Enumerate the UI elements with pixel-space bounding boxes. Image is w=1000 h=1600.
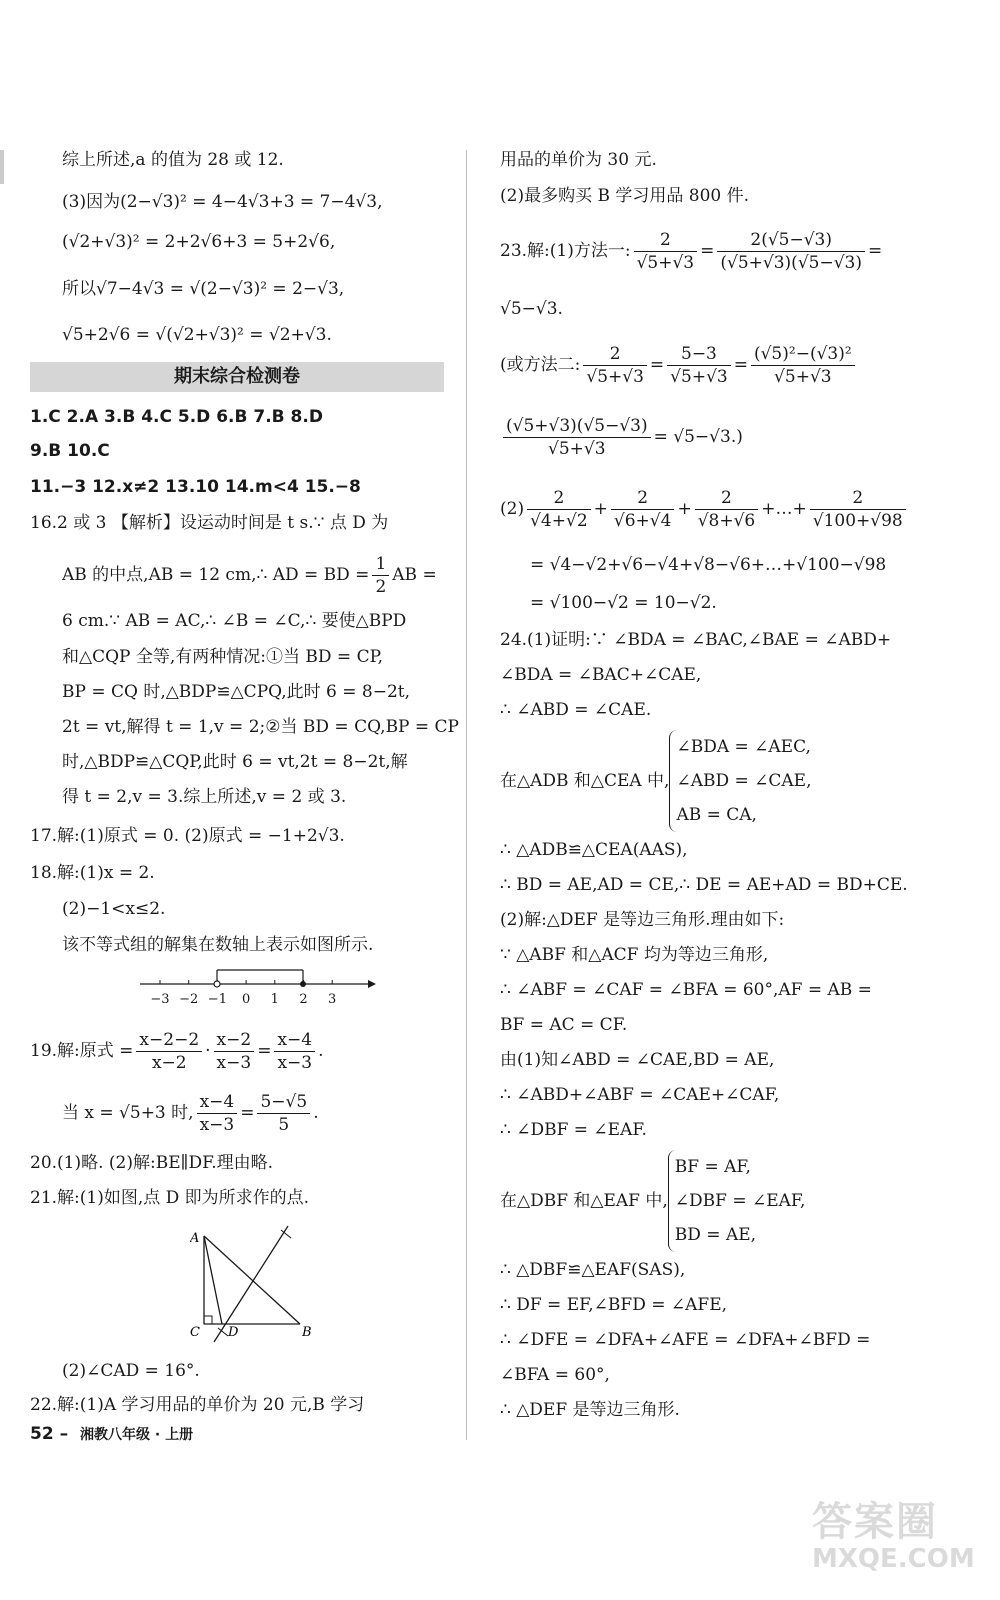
point-label: D [228,1325,239,1340]
answer-row: 11.−3 12.x≠2 13.10 14.m<4 15.−8 [30,477,361,497]
q24-line: BF = AC = CF. [500,1015,628,1035]
brace-group [669,730,811,832]
margin-mark [0,150,4,184]
q16-line [62,553,437,598]
fraction [274,1029,315,1074]
q24-line: ∴ ∠DBF = ∠EAF. [500,1120,647,1140]
condition: ∠BDA = ∠AEC, [676,737,811,757]
numerator: x−4 [197,1091,238,1114]
column-divider [466,150,467,1440]
operator: +…+ [761,499,807,519]
numerator: 2(√5−√3) [717,229,865,252]
fraction [667,343,731,388]
denominator: 2 [375,577,387,597]
axis-tick-label: 0 [241,992,251,1007]
text-line: √5+2√6 = √(√2+√3)² = √2+√3. [62,325,332,345]
q24-line: ∴ ∠ABF = ∠CAF = ∠BFA = 60°,AF = AB = [500,980,872,1000]
denominator: √8+√6 [697,511,756,531]
numerator: 2 [527,487,591,510]
q17-line: 17.解:(1)原式 = 0. (2)原式 = −1+2√3. [30,826,345,846]
denominator: (√5+√3)(√5−√3) [720,253,862,273]
page-footer: 52 – 湘教八年级 · 上册 [30,1424,194,1444]
numerator: 2 [583,343,647,366]
condition: BD = AE, [674,1225,757,1245]
text-line: 所以√7−4√3 = √(2−√3)² = 2−√3, [62,279,345,299]
denominator: √6+√4 [613,511,672,531]
q20-line: 20.(1)略. (2)解:BE∥DF.理由略. [30,1153,274,1173]
q19-line [30,1026,324,1076]
operator: = [649,355,665,375]
q23-text: = √5−√3.) [653,427,743,447]
denominator: √5+√3 [548,439,606,459]
number-line-labels [140,992,380,1012]
numerator: 2 [695,487,759,510]
condition: ∠DBF = ∠EAF, [674,1191,806,1211]
numerator: x−2−2 [136,1029,202,1052]
numerator: (√5)²−(√3)² [751,343,855,366]
text-line: 综上所述,a 的值为 28 或 12. [62,150,284,170]
q16-line: 16.2 或 3 【解析】设运动时间是 t s.∵ 点 D 为 [30,513,389,533]
fraction [583,343,647,388]
q18-line: 该不等式组的解集在数轴上表示如图所示. [62,935,374,955]
fraction [717,229,865,274]
text-line: 用品的单价为 30 元. [500,150,657,170]
watermark-url: MXQE.COM [812,1544,975,1574]
fraction [634,229,698,274]
q24-text: 在△DBF 和△EAF 中, [500,1191,668,1211]
fraction [136,1029,202,1074]
fraction-half [372,553,389,598]
fraction [611,487,675,532]
q23-line: = √4−√2+√6−√4+√8−√6+…+√100−√98 [530,555,887,575]
q16-line: BP = CQ 时,△BDP≌△CPQ,此时 6 = 8−2t, [62,682,411,702]
fraction [197,1091,238,1136]
point-label: C [190,1325,200,1340]
numerator: 5−3 [667,343,731,366]
text-line: (3)因为(2−√3)² = 4−4√3+3 = 7−4√3, [62,192,383,212]
operator: + [593,499,608,519]
q24-line: ∴ ∠ABD+∠ABF = ∠CAE+∠CAF, [500,1085,780,1105]
denominator: √5+√3 [774,367,832,387]
q16-line: 2t = vt,解得 t = 1,v = 2;②当 BD = CQ,BP = CP [62,717,459,737]
fraction [695,487,759,532]
triangle-figure [190,1218,350,1348]
denominator: √4+√2 [530,511,588,531]
operator: · [205,1041,211,1061]
q23-line [500,340,858,390]
q16-line: 时,△BDP≌△CQP,此时 6 = vt,2t = 8−2t,解 [62,752,408,772]
denominator: √100+√98 [812,511,903,531]
q24-line: ∴ ∠DFE = ∠DFA+∠AFE = ∠DFA+∠BFD = [500,1330,871,1350]
text-line: (2)最多购买 B 学习用品 800 件. [500,186,750,206]
q23-line [500,412,743,462]
q24-line: ∴ ∠ABD = ∠CAE. [500,700,652,720]
q24-line [500,730,812,832]
numerator: 2 [634,229,698,252]
q24-line: ∠BFA = 60°, [500,1365,610,1385]
q23-line [500,226,882,276]
denominator: 5 [278,1115,290,1135]
axis-tick-label: 3 [328,992,337,1007]
point-label: B [302,1325,312,1340]
numerator: 2 [611,487,675,510]
q23-text: (2) [500,499,525,519]
q24-line: ∴ △ADB≌△CEA(AAS), [500,840,688,860]
point-label: A [190,1231,200,1246]
denominator: x−3 [199,1115,235,1135]
condition: ∠ABD = ∠CAE, [676,771,812,791]
q23-line [500,484,909,534]
brace-group [668,1150,806,1252]
fraction [751,343,855,388]
condition: BF = AF, [674,1157,751,1177]
q19-line [62,1088,319,1138]
q24-line: ∵ △ABF 和△ACF 均为等边三角形, [500,945,769,965]
page-number: 52 [30,1424,54,1444]
denominator: x−3 [216,1053,252,1073]
numerator: 1 [372,553,389,576]
axis-tick-label: −2 [179,992,199,1007]
fraction [214,1029,255,1074]
q24-line: ∴ DF = EF,∠BFD = ∠AFE, [500,1295,728,1315]
q18-line: 18.解:(1)x = 2. [30,863,155,883]
operator: = [733,355,748,375]
denominator: √5+√3 [636,253,695,273]
q19-text: 当 x = √5+3 时, [62,1103,194,1123]
numerator: 2 [810,487,906,510]
q16-line: 和△CQP 全等,有两种情况:①当 BD = CP, [62,647,383,667]
q21-line: (2)∠CAD = 16°. [62,1361,200,1381]
answer-row: 9.B 10.C [30,441,110,461]
operator: = [240,1103,255,1123]
numerator: x−4 [274,1029,315,1052]
denominator: √5+√3 [586,367,644,387]
q16-line: 得 t = 2,v = 3.综上所述,v = 2 或 3. [62,787,347,807]
q21-line: 21.解:(1)如图,点 D 即为所求作的点. [30,1188,310,1208]
operator: + [677,499,692,519]
q24-line: ∴ △DBF≌△EAF(SAS), [500,1260,686,1280]
q24-line [500,1150,805,1252]
numerator: x−2 [214,1029,255,1052]
denominator: x−3 [277,1053,313,1073]
q24-line: (2)解:△DEF 是等边三角形.理由如下: [500,910,785,930]
q24-line: ∠BDA = ∠BAC+∠CAE, [500,665,702,685]
section-banner: 期末综合检测卷 [30,362,444,392]
operator: = [700,241,715,261]
q16-text: AB 的中点,AB = 12 cm,∴ AD = BD = [62,565,370,585]
fraction [257,1091,310,1136]
q23-text: (或方法二: [500,355,581,375]
q24-text: 在△ADB 和△CEA 中, [500,771,670,791]
fraction [527,487,591,532]
denominator: x−2 [151,1053,187,1073]
q16-line: 6 cm.∵ AB = AC,∴ ∠B = ∠C,∴ 要使△BPD [62,611,407,631]
axis-tick-label: 1 [270,992,279,1007]
axis-tick-label: −1 [207,992,227,1007]
numerator: (√5+√3)(√5−√3) [503,415,651,438]
q24-line: 24.(1)证明:∵ ∠BDA = ∠BAC,∠BAE = ∠ABD+ [500,630,892,650]
q19-text: 19.解:原式 = [30,1041,134,1061]
q18-line: (2)−1<x≤2. [62,899,166,919]
answer-row: 1.C 2.A 3.B 4.C 5.D 6.B 7.B 8.D [30,407,323,427]
condition: AB = CA, [676,805,757,825]
q23-line: = √100−√2 = 10−√2. [530,593,717,613]
axis-tick-label: 2 [299,992,308,1007]
watermark-logo-text: 答案圈 [812,1499,938,1545]
fraction [503,415,651,460]
q24-line: ∴ △DEF 是等边三角形. [500,1400,680,1420]
book-title: 湘教八年级 · 上册 [80,1427,194,1443]
operator: = [868,241,883,261]
q24-line: 由(1)知∠ABD = ∠CAE,BD = AE, [500,1050,775,1070]
watermark [812,1490,975,1590]
operator: . [313,1103,319,1123]
text-line: (√2+√3)² = 2+2√6+3 = 5+2√6, [62,232,336,252]
axis-tick-label: −3 [150,992,170,1007]
q24-line: ∴ BD = AE,AD = CE,∴ DE = AE+AD = BD+CE. [500,875,908,895]
denominator: √5+√3 [670,367,728,387]
numerator: 5−√5 [257,1091,310,1114]
fraction [810,487,906,532]
q23-text: 23.解:(1)方法一: [500,241,631,261]
q16-text: AB = [392,565,437,585]
q23-line: √5−√3. [500,299,563,319]
operator: = [257,1041,272,1061]
q22-line: 22.解:(1)A 学习用品的单价为 20 元,B 学习 [30,1395,365,1415]
operator: . [318,1041,324,1061]
